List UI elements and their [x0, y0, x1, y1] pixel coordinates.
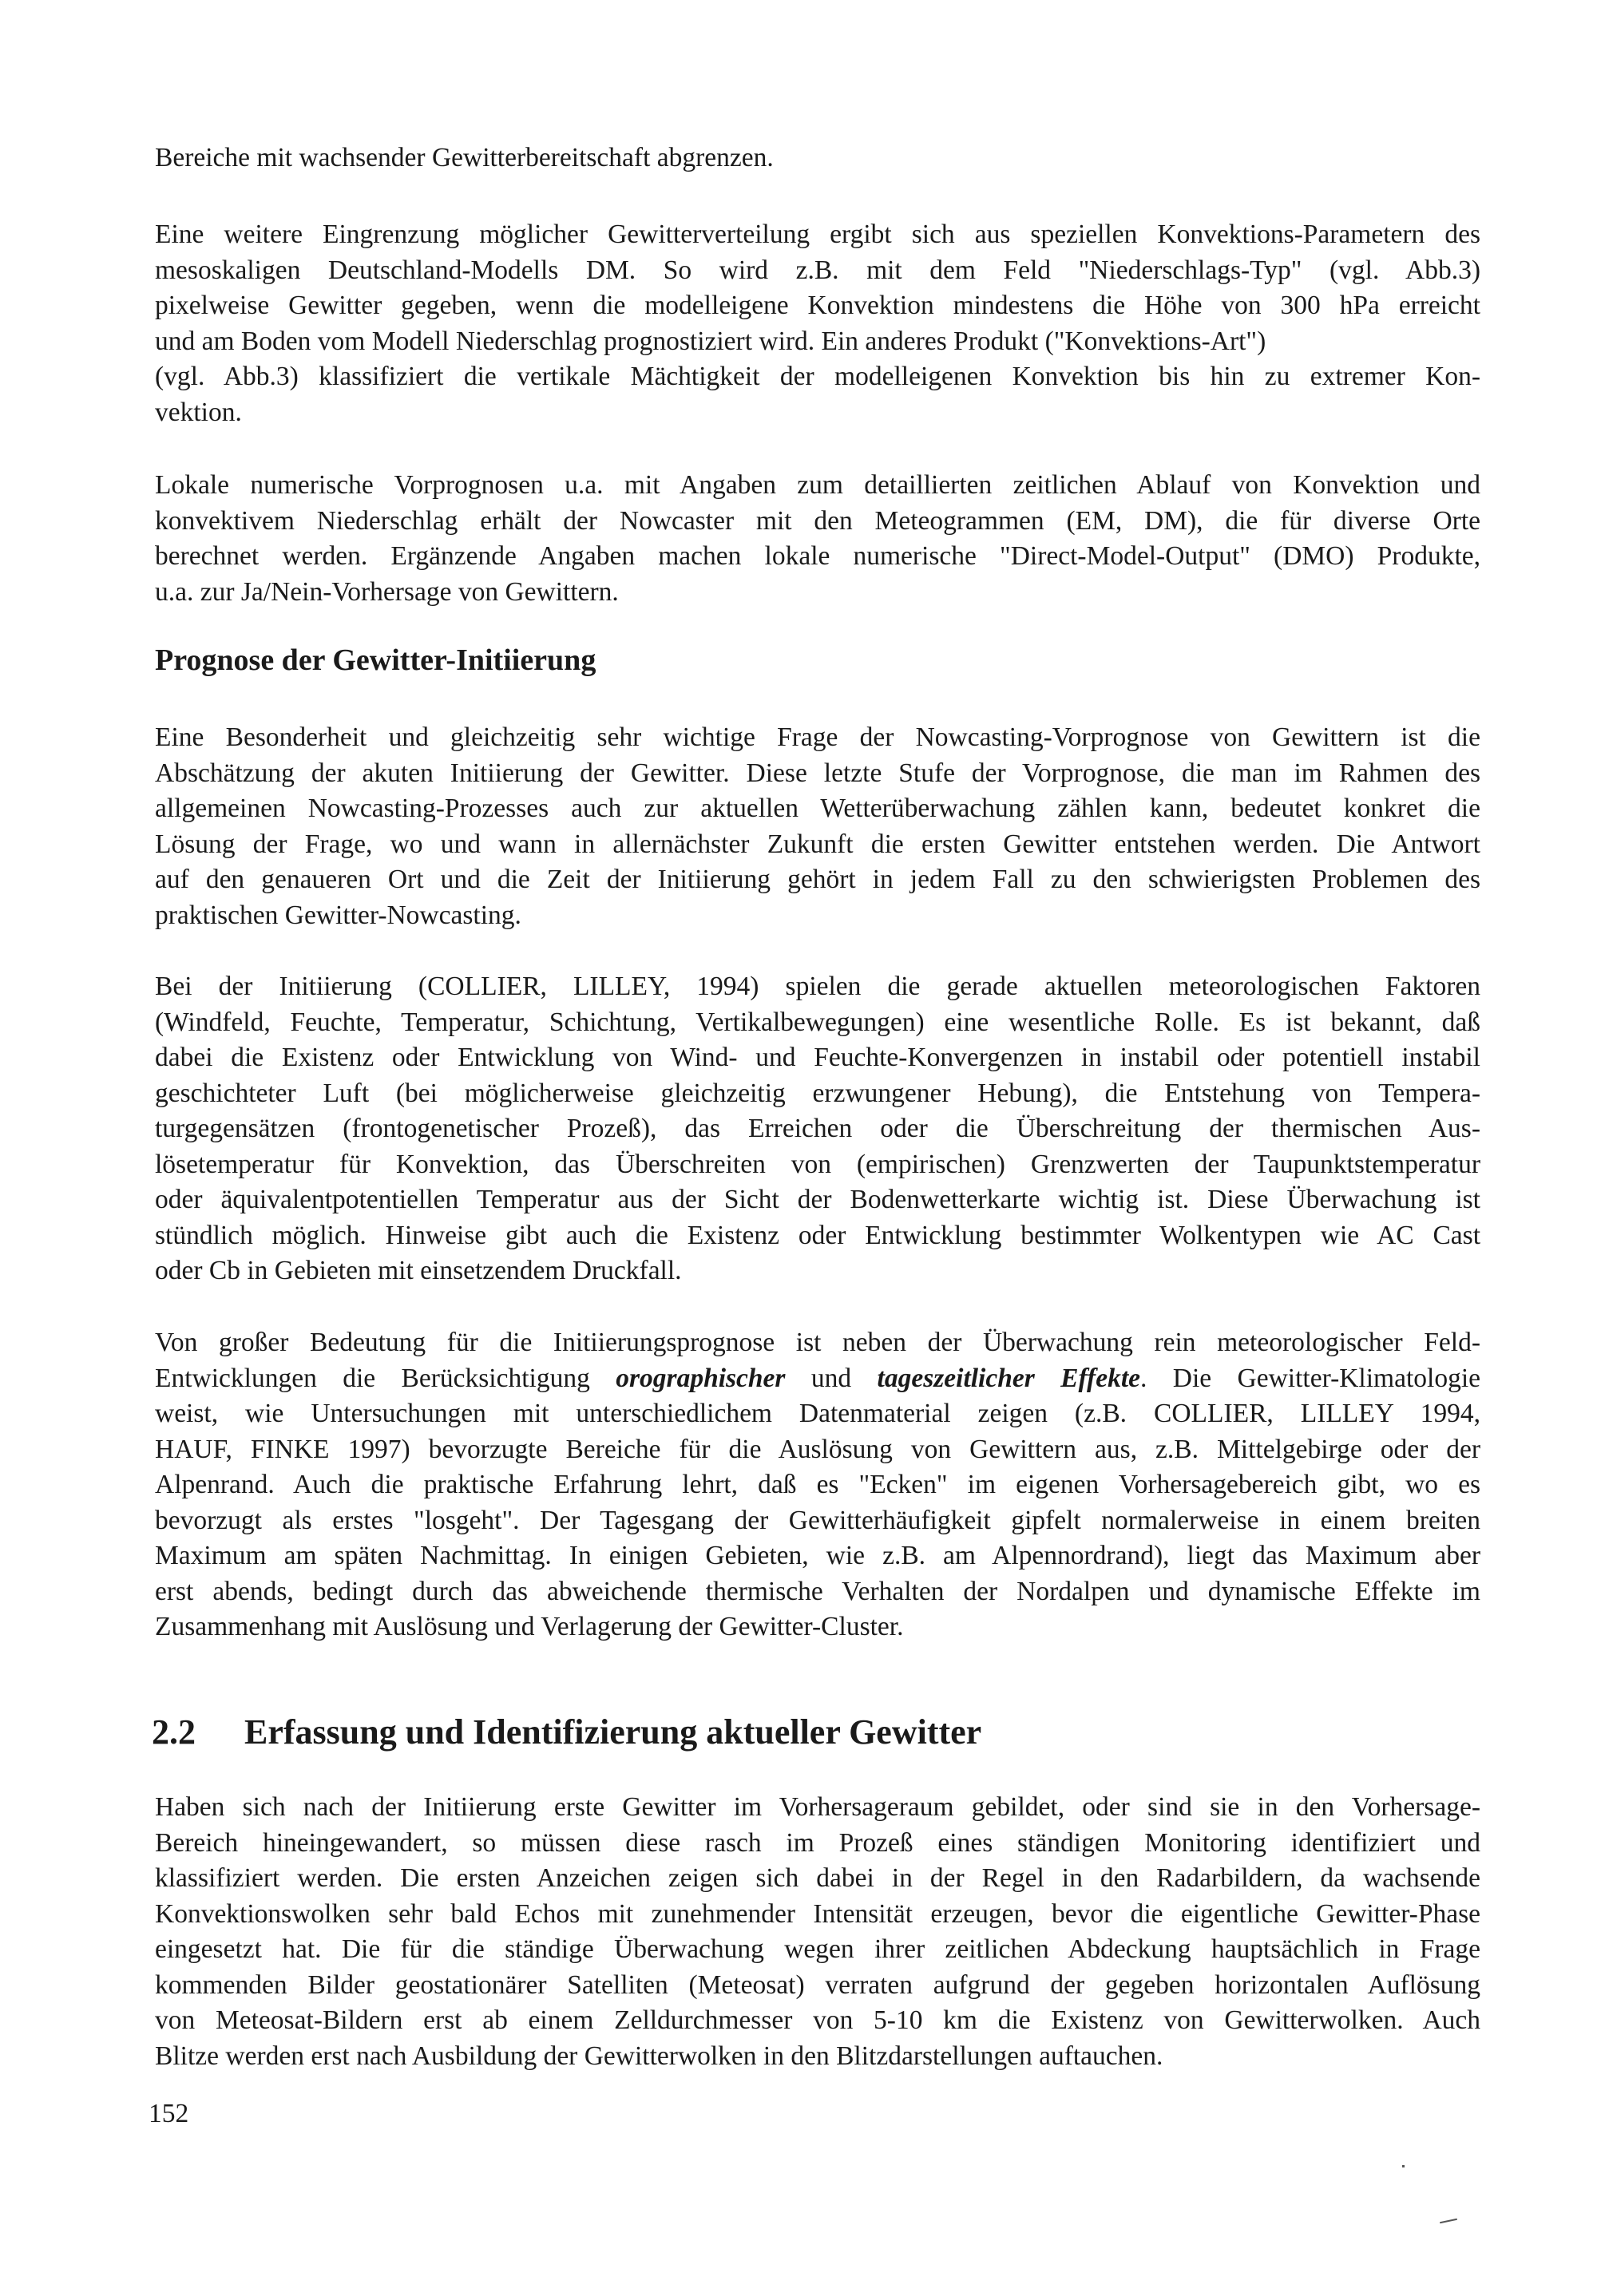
- section-heading-2-2: [152, 1711, 981, 1754]
- text-line: weist, wie Untersuchungen mit unterschiedlichem Datenmaterial zeigen (z.B. COLLIER, LILLEY 1994,: [155, 1399, 1480, 1428]
- text-line: von Meteosat-Bildern erst ab einem Zelldurchmesser von 5-10 km die Existenz von Gewitterwolken. Auch: [155, 2005, 1480, 2035]
- text-line: Lokale numerische Vorprognosen u.a. mit Angaben zum detaillierten zeitlichen Ablauf von Konvektion und: [155, 470, 1480, 500]
- text-line: Blitze werden erst nach Ausbildung der Gewitterwolken in den Blitzdarstellungen auftauchen.: [155, 2041, 1163, 2071]
- text-line: eingesetzt hat. Die für die ständige Überwachung wegen ihrer zeitlichen Abdeckung hauptsächlich in Frage: [155, 1934, 1480, 1964]
- text-line: Von großer Bedeutung für die Initiierungsprognose ist neben der Überwachung rein meteorologischer Feld-: [155, 1328, 1480, 1357]
- text-line: Bereich hineingewandert, so müssen diese rasch im Prozeß eines ständigen Monitoring identifiziert und: [155, 1827, 1480, 1858]
- paragraph-erfassung: [155, 1790, 1480, 2074]
- text-line: Haben sich nach der Initiierung erste Gewitter im Vorhersageraum gebildet, oder sind sie in den Vorhersage-: [155, 1792, 1480, 1822]
- text-line: stündlich möglich. Hinweise gibt auch die Existenz oder Entwicklung bestimmter Wolkentypen wie AC Cast: [155, 1220, 1480, 1250]
- page-number: 152: [149, 2099, 189, 2128]
- text-line: oder Cb in Gebieten mit einsetzendem Druckfall.: [155, 1256, 682, 1285]
- scan-speck: [1402, 2165, 1405, 2167]
- text-line: berechnet werden. Ergänzende Angaben machen lokale numerische "Direct-Model-Output" (DMO) Produkte,: [155, 541, 1480, 571]
- text-line: HAUF, FINKE 1997) bevorzugte Bereiche für die Auslösung von Gewittern aus, z.B. Mittelgebirge oder der: [155, 1434, 1480, 1464]
- text-line: turgegensätzen (frontogenetischer Prozeß), das Erreichen oder die Überschreitung der thermischen Aus-: [155, 1114, 1480, 1143]
- text-line: Lösung der Frage, wo und wann in allernächster Zukunft die ersten Gewitter entstehen werden. Die Antwort: [155, 829, 1480, 859]
- text-line: Zusammenhang mit Auslösung und Verlagerung der Gewitter-Cluster.: [155, 1612, 904, 1641]
- text-line: Eine Besonderheit und gleichzeitig sehr wichtige Frage der Nowcasting-Vorprognose von Gewittern ist die: [155, 722, 1480, 752]
- text-line: Eine weitere Eingrenzung möglicher Gewitterverteilung ergibt sich aus speziellen Konvektions-Parametern des: [155, 220, 1480, 249]
- text-line: bevorzugt als erstes "losgeht". Der Tagesgang der Gewitterhäufigkeit gipfelt normalerweise in einem breiten: [155, 1505, 1480, 1535]
- text-run: . Die Gewitter-Klimatologie: [1140, 1363, 1481, 1393]
- subheading-prognose: Prognose der Gewitter-Initiierung: [155, 643, 596, 677]
- text-line: Konvektionswolken sehr bald Echos mit zunehmender Intensität erzeugen, bevor die eigentliche Gewitter-Phase: [155, 1898, 1480, 1929]
- text-line-with-emphasis: [155, 1361, 1480, 1397]
- paragraph-meteogramme: [155, 468, 1480, 610]
- text-line: Maximum am späten Nachmittag. In einigen Gebieten, wie z.B. am Alpennordrand), liegt das Maximum aber: [155, 1541, 1480, 1570]
- text-line: konvektivem Niederschlag erhält der Nowcaster mit den Meteogrammen (EM, DM), die für diverse Orte: [155, 505, 1480, 536]
- text-line: klassifiziert werden. Die ersten Anzeichen zeigen sich dabei in der Regel in den Radarbildern, da wachsende: [155, 1863, 1480, 1893]
- text-line: kommenden Bilder geostationärer Satelliten (Meteosat) verraten aufgrund der gegeben horizontalen Auflösung: [155, 1969, 1480, 2000]
- scan-mark: [1440, 2219, 1457, 2224]
- text-line: Alpenrand. Auch die praktische Erfahrung lehrt, daß es "Ecken" im eigenen Vorhersagebereich gibt, wo es: [155, 1470, 1480, 1499]
- emphasis-orographischer: orographischer: [616, 1363, 786, 1393]
- text-line: allgemeinen Nowcasting-Prozesses auch zur aktuellen Wetterüberwachung zählen kann, bedeutet konkret die: [155, 794, 1480, 823]
- text-line: vektion.: [155, 397, 242, 427]
- text-line: geschichteter Luft (bei möglicherweise gleichzeitig erzwungener Hebung), die Entstehung von Tempera-: [155, 1078, 1480, 1108]
- paragraph-konvektions-parameter: [155, 217, 1480, 430]
- text-line: lösetemperatur für Konvektion, das Überschreiten von (empirischen) Grenzwerten der Taupunktstemperatur: [155, 1149, 1480, 1179]
- text-line: Bei der Initiierung (COLLIER, LILLEY, 1994) spielen die gerade aktuellen meteorologischen Faktoren: [155, 972, 1480, 1001]
- text-run: Entwicklungen die Berücksichtigung: [155, 1363, 616, 1393]
- text-line: pixelweise Gewitter gegeben, wenn die modelleigene Konvektion mindestens die Höhe von 300 hPa erreicht: [155, 291, 1480, 320]
- paragraph-initiierung-faktoren: [155, 969, 1480, 1289]
- text-line: (Windfeld, Feuchte, Temperatur, Schichtung, Vertikalbewegungen) eine wesentliche Rolle. Es ist bekannt, daß: [155, 1007, 1480, 1037]
- text-line: praktischen Gewitter-Nowcasting.: [155, 900, 521, 930]
- text-line: erst abends, bedingt durch das abweichende thermische Verhalten der Nordalpen und dynamische Effekte im: [155, 1576, 1480, 1606]
- text-line: mesoskaligen Deutschland-Modells DM. So wird z.B. mit dem Feld "Niederschlags-Typ" (vgl. Abb.3): [155, 255, 1480, 285]
- paragraph-orographische-effekte: [155, 1325, 1480, 1645]
- section-number: 2.2: [152, 1712, 196, 1752]
- paragraph-intro-fragment: [155, 141, 1480, 176]
- text-line: Bereiche mit wachsender Gewitterbereitschaft abgrenzen.: [155, 143, 774, 172]
- text-run: und: [785, 1363, 878, 1393]
- text-line: u.a. zur Ja/Nein-Vorhersage von Gewittern.: [155, 576, 619, 607]
- text-line: auf den genaueren Ort und die Zeit der Initiierung gehört in jedem Fall zu den schwierigsten Problemen des: [155, 865, 1480, 894]
- section-title: Erfassung und Identifizierung aktueller Gewitter: [244, 1712, 982, 1752]
- text-line: und am Boden vom Modell Niederschlag prognostiziert wird. Ein anderes Produkt ("Konvektions-Art"): [155, 326, 1266, 356]
- text-line: oder äquivalentpotentiellen Temperatur aus der Sicht der Bodenwetterkarte wichtig ist. Diese Überwachung ist: [155, 1185, 1480, 1214]
- text-line: (vgl. Abb.3) klassifiziert die vertikale Mächtigkeit der modelleigenen Konvektion bis hin zu extremer Kon-: [155, 362, 1480, 391]
- text-line: Abschätzung der akuten Initiierung der Gewitter. Diese letzte Stufe der Vorprognose, die man im Rahmen des: [155, 758, 1480, 788]
- text-line: dabei die Existenz oder Entwicklung von Wind- und Feuchte-Konvergenzen in instabil oder potentiell instabil: [155, 1043, 1480, 1072]
- paragraph-initiierung-besonderheit: [155, 720, 1480, 933]
- emphasis-tageszeitlicher-effekte: tageszeitlicher Effekte: [877, 1363, 1141, 1393]
